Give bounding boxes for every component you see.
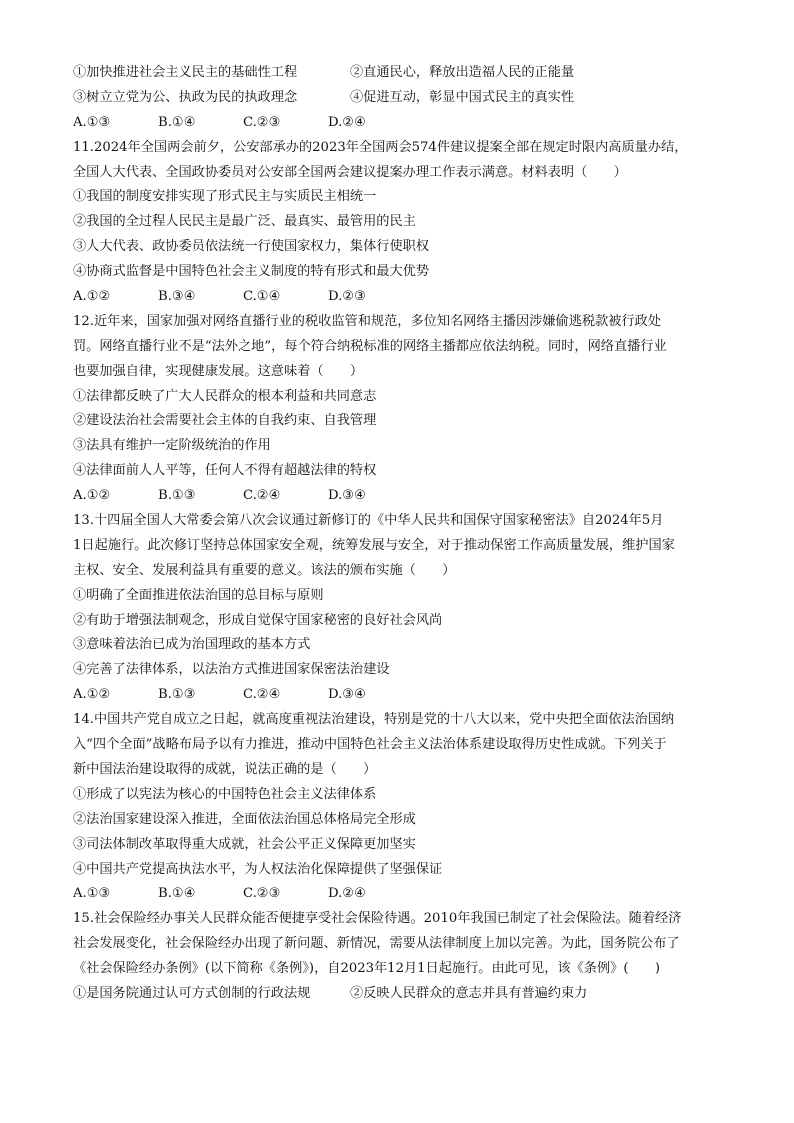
q15-stem-line-1: 15.社会保险经办事关人民群众能否便捷享受社会保险待遇。2010年我国已制定了社会保险法。随着经济 — [73, 911, 682, 927]
q10-answers — [73, 111, 723, 136]
q11-option-1: ①我国的制度安排实现了形式民主与实质民主相统一 — [73, 189, 377, 205]
q14-option-1: ①形成了以宪法为核心的中国特色社会主义法律体系 — [73, 786, 377, 802]
q11-stem-line-1: 11.2024年全国两会前夕，公安部承办的2023年全国两会574件建议提案全部在规定时限内高质量办结， — [73, 139, 688, 155]
q11-answer-c: C.①④ — [243, 289, 281, 305]
q15-option-1: ①是国务院通过认可方式创制的行政法规 — [73, 985, 311, 1001]
q13-answer-d: D.③④ — [328, 687, 366, 703]
q14-answer-c: C.②③ — [243, 886, 281, 902]
q13-option-3: ③意味着法治已成为治国理政的基本方式 — [73, 637, 311, 653]
q13-answers — [73, 683, 723, 708]
q12-stem-line-3: 也要加强自律，实现健康发展。这意味着（ ） — [73, 363, 364, 379]
q11-answer-d: D.②③ — [328, 289, 366, 305]
q11-option-3: ③人大代表、政协委员依法统一行使国家权力，集体行使职权 — [73, 239, 430, 255]
q14-stem-line-2: 入“四个全面”战略布局予以有力推进，推动中国特色社会主义法治体系建设取得历史性成就。下列关于 — [73, 737, 667, 753]
q13-answer-c: C.②④ — [243, 687, 281, 703]
q12-answer-b: B.①③ — [158, 488, 196, 504]
q10-answer-d: D.②④ — [328, 114, 366, 130]
q10-answer-a: A.①③ — [73, 114, 111, 130]
q12-option-4: ④法律面前人人平等，任何人不得有超越法律的特权 — [73, 463, 377, 479]
q12-answer-a: A.①② — [73, 488, 111, 504]
q12-stem-line-1: 12.近年来，国家加强对网络直播行业的税收监管和规范，多位知名网络主播因涉嫌偷逃税款被行政处 — [73, 313, 662, 329]
q11-answer-a: A.①② — [73, 289, 111, 305]
q12-answer-d: D.③④ — [328, 488, 366, 504]
q11-answers — [73, 285, 723, 310]
q13-option-1: ①明确了全面推进依法治国的总目标与原则 — [73, 587, 324, 603]
q14-answer-d: D.②④ — [328, 886, 366, 902]
q14-stem-line-3: 新中国法治建设取得的成就，说法正确的是（ ） — [73, 761, 377, 777]
q11-option-2: ②我国的全过程人民民主是最广泛、最真实、最管用的民主 — [73, 214, 416, 230]
q10-options-row-1 — [73, 61, 723, 86]
q15-options-row-1 — [73, 982, 723, 1007]
q11-answer-b: B.③④ — [158, 289, 196, 305]
q14-answer-b: B.①④ — [158, 886, 196, 902]
q10-option-2: ②直通民心，释放出造福人民的正能量 — [350, 65, 575, 80]
q14-stem-line-1: 14.中国共产党自成立之日起，就高度重视法治建设，特别是党的十八大以来，党中央把全面依法治国纳 — [73, 712, 675, 728]
q14-option-2: ②法治国家建设深入推进，全面依法治国总体格局完全形成 — [73, 811, 416, 827]
q13-answer-a: A.①② — [73, 687, 111, 703]
q13-stem-line-3: 主权、安全、发展利益具有重要的意义。该法的颁布实施（ ） — [73, 562, 456, 578]
q13-answer-b: B.①③ — [158, 687, 196, 703]
q10-option-3: ③树立立党为公、执政为民的执政理念 — [73, 89, 298, 105]
q14-answers — [73, 882, 723, 907]
q12-stem-line-2: 罚。网络直播行业不是“法外之地”，每个符合纳税标准的网络主播都应依法纳税。同时，网络直播行业 — [73, 338, 667, 354]
q12-answers — [73, 484, 723, 509]
q15-stem-line-3: 《社会保险经办条例》(以下简称《条例》)，自2023年12月1日起施行。由此可见，该《条例》( ) — [73, 961, 661, 977]
q13-option-4: ④完善了法律体系，以法治方式推进国家保密法治建设 — [73, 662, 390, 678]
q12-option-3: ③法具有维护一定阶级统治的作用 — [73, 438, 271, 454]
q14-answer-a: A.①③ — [73, 886, 111, 902]
q13-stem-line-2: 1日起施行。此次修订坚持总体国家安全观，统筹发展与安全，对于推动保密工作高质量发展，维护国家 — [73, 537, 675, 553]
q10-options-row-2 — [73, 86, 723, 111]
q12-answer-c: C.②④ — [243, 488, 281, 504]
q13-stem-line-1: 13.十四届全国人大常委会第八次会议通过新修订的《中华人民共和国保守国家秘密法》自2024年5月 — [73, 513, 664, 529]
q15-stem-line-2: 社会发展变化，社会保险经办出现了新问题、新情况，需要从法律制度上加以完善。为此，国务院公布了 — [73, 936, 680, 952]
q12-option-2: ②建设法治社会需要社会主体的自我约束、自我管理 — [73, 413, 377, 429]
page-content — [73, 61, 723, 1007]
q14-option-3: ③司法体制改革取得重大成就，社会公平正义保障更加坚实 — [73, 836, 416, 852]
q13-option-2: ②有助于增强法制观念，形成自觉保守国家秘密的良好社会风尚 — [73, 612, 443, 628]
q10-answer-c: C.②③ — [243, 114, 281, 130]
q14-option-4: ④中国共产党提高执法水平，为人权法治化保障提供了坚强保证 — [73, 861, 443, 877]
q11-option-4: ④协商式监督是中国特色社会主义制度的特有形式和最大优势 — [73, 264, 430, 280]
q10-answer-b: B.①④ — [158, 114, 196, 130]
q12-option-1: ①法律都反映了广大人民群众的根本利益和共同意志 — [73, 388, 377, 404]
q15-option-2: ②反映人民群众的意志并具有普遍约束力 — [350, 985, 588, 1001]
q10-option-4: ④促进互动，彰显中国式民主的真实性 — [350, 89, 575, 105]
q10-option-1: ①加快推进社会主义民主的基础性工程 — [73, 65, 298, 80]
q11-stem-line-2: 全国人大代表、全国政协委员对公安部全国两会建议提案办理工作表示满意。材料表明（ ） — [73, 164, 627, 180]
